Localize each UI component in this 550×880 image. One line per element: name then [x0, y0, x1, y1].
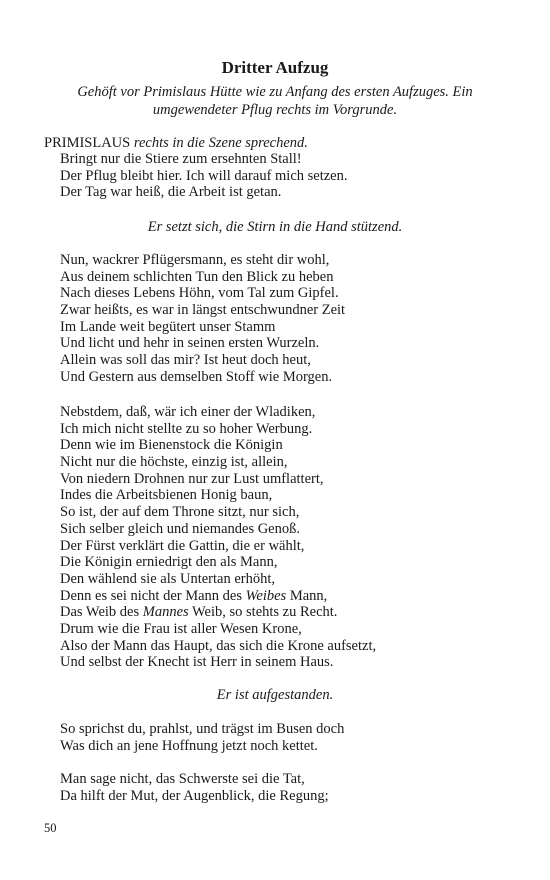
stage-direction-stands: Er ist aufgestanden. — [216, 687, 334, 703]
verse-line: Und Gestern aus demselben Stoff wie Morgen. — [60, 368, 333, 385]
verse-line: So sprichst du, prahlst, und trägst im Busen doch — [60, 721, 345, 737]
verse-line-weibes — [60, 588, 530, 605]
verse-line: Nicht nur die höchste, einzig ist, allein, — [60, 454, 288, 471]
stanza-1 — [60, 151, 530, 201]
verse-text: Denn es sei nicht der Mann des — [60, 587, 246, 604]
verse-line: Der Fürst verklärt die Gattin, die er wählt, — [60, 537, 305, 554]
verse-line: Sich selber gleich und niemandes Genoß. — [60, 520, 300, 537]
verse-line: Also der Mann das Haupt, das sich die Krone aufsetzt, — [60, 637, 377, 654]
verse-line: Nun, wackrer Pflügersmann, es steht dir wohl, — [60, 252, 330, 268]
verse-line: Was dich an jene Hoffnung jetzt noch kettet. — [60, 737, 318, 754]
verse-text: Weib, so stehts zu Recht. — [188, 604, 338, 621]
verse-line: Aus deinem schlichten Tun den Blick zu heben — [60, 268, 334, 285]
verse-line: Bringt nur die Stiere zum ersehnten Stall! — [60, 151, 302, 167]
speaker-line — [44, 134, 524, 152]
verse-line: Drum wie die Frau ist aller Wesen Krone, — [60, 620, 302, 637]
verse-line: Nebstdem, daß, wär ich einer der Wladiken, — [60, 404, 316, 420]
verse-line: So ist, der auf dem Throne sitzt, nur sich, — [60, 504, 300, 521]
stanza-2 — [60, 252, 530, 386]
verse-line: Die Königin erniedrigt den als Mann, — [60, 554, 278, 571]
verse-line: Von niedern Drohnen nur zur Lust umflattert, — [60, 470, 324, 487]
verse-line: Und selbst der Knecht ist Herr in seinem Haus. — [60, 654, 334, 671]
verse-line: Da hilft der Mut, der Augenblick, die Regung; — [60, 787, 329, 804]
speaker-name: PRIMISLAUS — [44, 135, 131, 151]
stanza-4 — [60, 721, 530, 754]
stanza-3 — [60, 404, 530, 671]
verse-emphasis: Mannes — [142, 604, 189, 621]
verse-line: Ich mich nicht stellte zu so hoher Werbung. — [60, 420, 313, 437]
verse-line: Zwar heißts, es war in längst entschwundner Zeit — [60, 302, 346, 319]
verse-line: Und licht und hehr in seinen ersten Wurzeln. — [60, 335, 320, 352]
act-title: Dritter Aufzug — [221, 58, 329, 77]
verse-line: Im Lande weit begütert unser Stamm — [60, 318, 276, 335]
verse-line: Nach dieses Lebens Höhn, vom Tal zum Gipfel. — [60, 285, 339, 302]
verse-line: Indes die Arbeitsbienen Honig baun, — [60, 487, 273, 504]
verse-line: Den wählend sie als Untertan erhöht, — [60, 570, 276, 587]
verse-line: Der Tag war heiß, die Arbeit ist getan. — [60, 184, 282, 201]
stage-direction-sits: Er setzt sich, die Stirn in die Hand stützend. — [147, 219, 403, 235]
verse-line: Allein was soll das mir? Ist heut doch heut, — [60, 352, 311, 369]
speaker-direction: rechts in die Szene sprechend. — [133, 135, 308, 151]
stanza-5 — [60, 771, 530, 804]
verse-emphasis: Weibes — [245, 587, 287, 604]
verse-line: Man sage nicht, das Schwerste sei die Tat, — [60, 771, 305, 787]
verse-line: Der Pflug bleibt hier. Ich will darauf mich setzen. — [60, 167, 348, 184]
verse-line-mannes — [60, 604, 530, 621]
setting-description: Gehöft vor Primislaus Hütte wie zu Anfang des ersten Aufzuges. Ein umgewendeter Pflug rechts im Vorgrunde. — [77, 84, 473, 118]
verse-text: Das Weib des — [60, 604, 143, 621]
verse-text: Mann, — [286, 587, 328, 604]
page-number: 50 — [44, 821, 57, 835]
verse-line: Denn wie im Bienenstock die Königin — [60, 437, 283, 454]
